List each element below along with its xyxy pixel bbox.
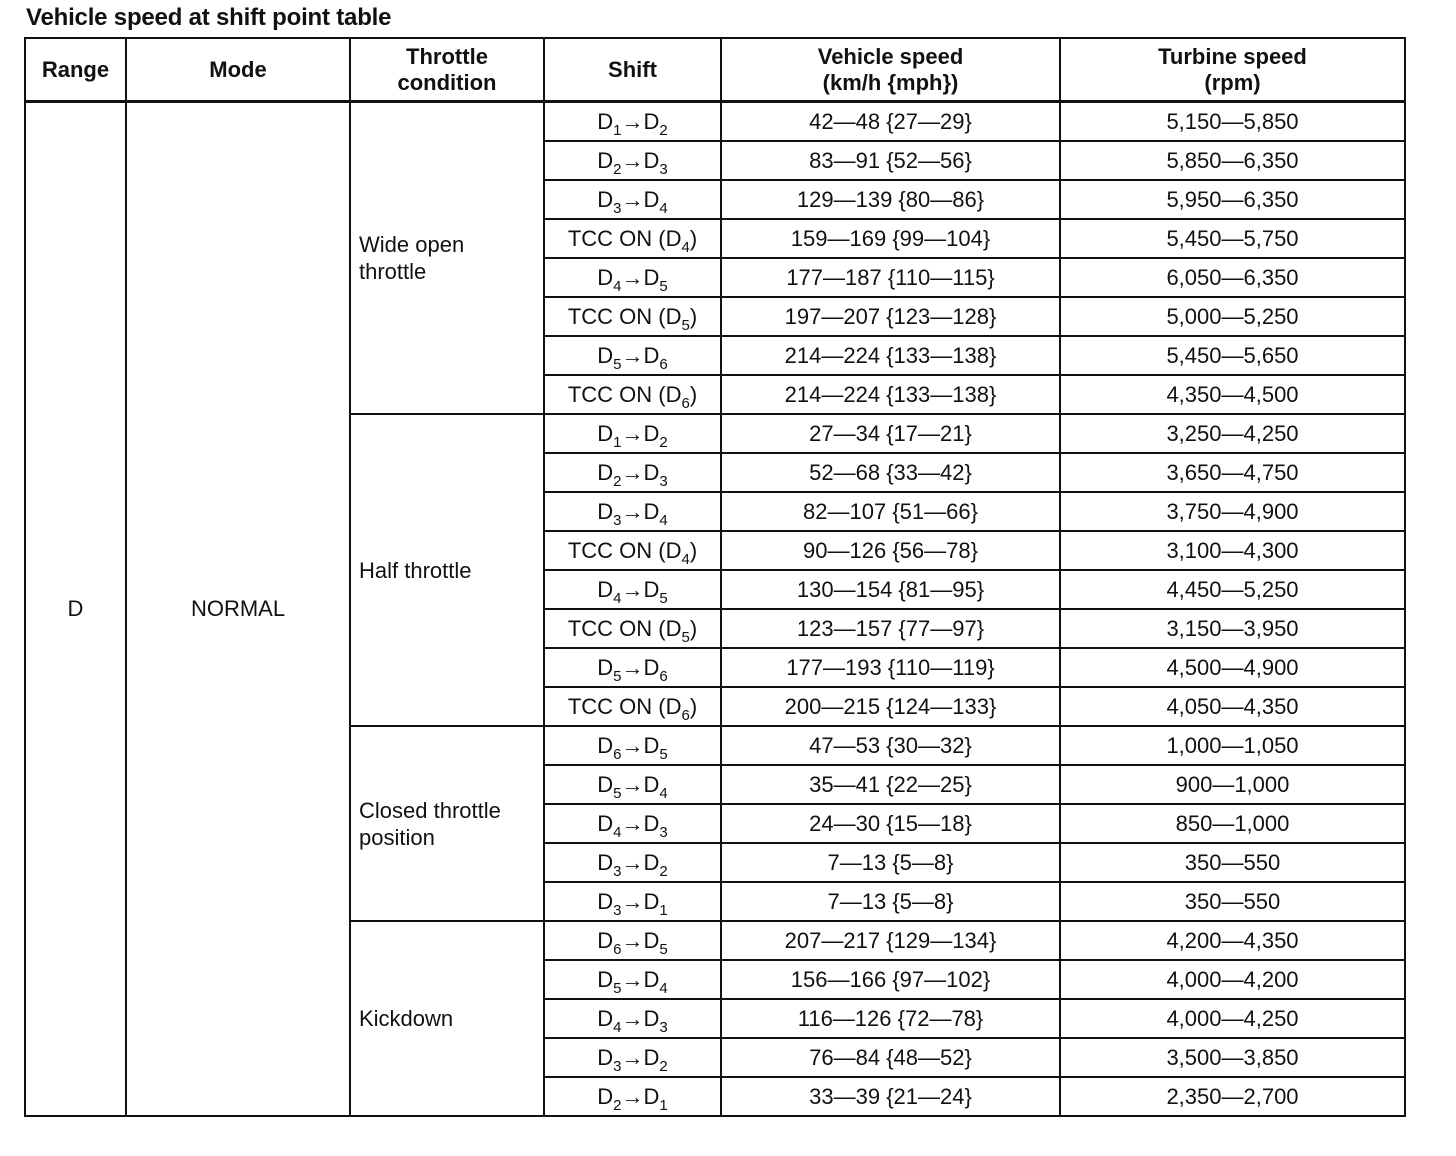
shift-cell xyxy=(544,453,721,492)
shift-cell xyxy=(544,921,721,960)
right-arrow-icon: → xyxy=(621,342,644,368)
shift-cell xyxy=(544,999,721,1038)
mode-cell: NORMAL xyxy=(126,102,350,1117)
throttle-condition-cell xyxy=(350,726,544,921)
shift-from-gear: 4 xyxy=(613,1018,622,1036)
turbine-speed-cell: 4,200—4,350 xyxy=(1060,921,1405,960)
turbine-speed-cell: 6,050—6,350 xyxy=(1060,258,1405,297)
shift-to-label: D xyxy=(643,576,660,602)
shift-from-gear: 6 xyxy=(613,940,622,958)
shift-to-gear: 1 xyxy=(659,901,668,919)
turbine-speed-cell: 5,950—6,350 xyxy=(1060,180,1405,219)
shift-from-label: D xyxy=(597,420,614,446)
right-arrow-icon: → xyxy=(621,1044,644,1070)
turbine-speed-cell: 5,450—5,650 xyxy=(1060,336,1405,375)
turbine-speed-cell: 5,150—5,850 xyxy=(1060,102,1405,142)
turbine-speed-cell: 2,350—2,700 xyxy=(1060,1077,1405,1116)
shift-from-label: D xyxy=(597,771,614,797)
turbine-speed-cell: 5,000—5,250 xyxy=(1060,297,1405,336)
right-arrow-icon: → xyxy=(621,1083,644,1109)
vehicle-speed-cell: 214—224 {133—138} xyxy=(721,336,1060,375)
right-arrow-icon: → xyxy=(621,654,644,680)
right-arrow-icon: → xyxy=(621,771,644,797)
shift-from-label: TCC ON (D xyxy=(567,381,682,407)
shift-from-label: D xyxy=(597,498,614,524)
shift-to-label: D xyxy=(643,966,660,992)
shift-to-gear: 2 xyxy=(659,862,668,880)
shift-close-paren: ) xyxy=(689,615,698,641)
shift-to-gear: 3 xyxy=(659,160,668,178)
vehicle-speed-cell: 35—41 {22—25} xyxy=(721,765,1060,804)
shift-to-label: D xyxy=(643,1005,660,1031)
shift-cell xyxy=(544,375,721,414)
shift-from-gear: 5 xyxy=(681,628,690,646)
shift-from-gear: 2 xyxy=(613,160,622,178)
header-vehicle-speed-line1: Vehicle speed xyxy=(817,43,964,69)
vehicle-speed-cell: 82—107 {51—66} xyxy=(721,492,1060,531)
turbine-speed-cell: 3,150—3,950 xyxy=(1060,609,1405,648)
shift-from-label: D xyxy=(597,342,614,368)
header-mode: Mode xyxy=(126,38,350,102)
turbine-speed-cell: 4,450—5,250 xyxy=(1060,570,1405,609)
throttle-condition-cell xyxy=(350,102,544,415)
vehicle-speed-cell: 177—193 {110—119} xyxy=(721,648,1060,687)
shift-to-label: D xyxy=(643,771,660,797)
vehicle-speed-cell: 130—154 {81—95} xyxy=(721,570,1060,609)
vehicle-speed-cell: 116—126 {72—78} xyxy=(721,999,1060,1038)
shift-to-label: D xyxy=(643,888,660,914)
table-header xyxy=(25,38,1405,102)
turbine-speed-cell: 4,350—4,500 xyxy=(1060,375,1405,414)
shift-to-label: D xyxy=(643,147,660,173)
shift-close-paren: ) xyxy=(689,693,698,719)
right-arrow-icon: → xyxy=(621,420,644,446)
throttle-condition-cell xyxy=(350,921,544,1116)
shift-from-gear: 4 xyxy=(681,238,690,256)
shift-to-gear: 6 xyxy=(659,667,668,685)
shift-close-paren: ) xyxy=(689,225,698,251)
vehicle-speed-cell: 83—91 {52—56} xyxy=(721,141,1060,180)
table-title: Vehicle speed at shift point table xyxy=(26,4,392,31)
vehicle-speed-cell: 214—224 {133—138} xyxy=(721,375,1060,414)
throttle-condition-line1: Half throttle xyxy=(359,557,472,583)
shift-to-gear: 4 xyxy=(659,199,668,217)
vehicle-speed-cell: 177—187 {110—115} xyxy=(721,258,1060,297)
vehicle-speed-cell: 7—13 {5—8} xyxy=(721,882,1060,921)
shift-from-gear: 1 xyxy=(613,121,622,139)
header-range: Range xyxy=(25,38,126,102)
shift-from-gear: 4 xyxy=(613,823,622,841)
shift-from-label: D xyxy=(597,576,614,602)
throttle-condition-cell xyxy=(350,414,544,726)
turbine-speed-cell: 4,000—4,250 xyxy=(1060,999,1405,1038)
shift-to-gear: 2 xyxy=(659,433,668,451)
shift-to-gear: 4 xyxy=(659,784,668,802)
turbine-speed-cell: 4,050—4,350 xyxy=(1060,687,1405,726)
header-vehicle-speed xyxy=(721,38,1060,102)
turbine-speed-cell: 3,500—3,850 xyxy=(1060,1038,1405,1077)
shift-from-label: D xyxy=(597,966,614,992)
shift-from-gear: 1 xyxy=(613,433,622,451)
right-arrow-icon: → xyxy=(621,459,644,485)
shift-to-gear: 5 xyxy=(659,940,668,958)
throttle-condition-line1: Kickdown xyxy=(359,1006,454,1031)
right-arrow-icon: → xyxy=(621,147,644,173)
shift-from-gear: 5 xyxy=(613,667,622,685)
turbine-speed-cell: 4,000—4,200 xyxy=(1060,960,1405,999)
turbine-speed-cell: 350—550 xyxy=(1060,882,1405,921)
header-throttle-line1: Throttle xyxy=(406,43,488,69)
right-arrow-icon: → xyxy=(621,186,644,212)
vehicle-speed-cell: 200—215 {124—133} xyxy=(721,687,1060,726)
shift-point-table xyxy=(24,37,1406,1117)
shift-from-gear: 5 xyxy=(613,355,622,373)
shift-from-gear: 5 xyxy=(613,784,622,802)
throttle-condition-line2: throttle xyxy=(359,259,427,284)
shift-to-label: D xyxy=(643,498,660,524)
turbine-speed-cell: 5,450—5,750 xyxy=(1060,219,1405,258)
table-body xyxy=(25,102,1405,1117)
shift-from-gear: 4 xyxy=(613,277,622,295)
shift-to-label: D xyxy=(643,732,660,758)
shift-cell xyxy=(544,687,721,726)
vehicle-speed-cell: 123—157 {77—97} xyxy=(721,609,1060,648)
shift-to-gear: 2 xyxy=(659,1057,668,1075)
shift-cell xyxy=(544,531,721,570)
shift-to-label: D xyxy=(643,342,660,368)
throttle-condition-line1: Closed throttle xyxy=(359,797,501,823)
shift-cell xyxy=(544,180,721,219)
header-turbine-speed xyxy=(1060,38,1405,102)
shift-from-gear: 4 xyxy=(681,550,690,568)
shift-from-label: D xyxy=(597,459,614,485)
right-arrow-icon: → xyxy=(621,888,644,914)
shift-to-label: D xyxy=(643,108,660,134)
right-arrow-icon: → xyxy=(621,810,644,836)
right-arrow-icon: → xyxy=(621,732,644,758)
shift-from-gear: 3 xyxy=(613,901,622,919)
shift-from-gear: 2 xyxy=(613,472,622,490)
header-row xyxy=(25,38,1405,102)
shift-to-gear: 3 xyxy=(659,472,668,490)
vehicle-speed-cell: 52—68 {33—42} xyxy=(721,453,1060,492)
vehicle-speed-cell: 129—139 {80—86} xyxy=(721,180,1060,219)
shift-to-gear: 1 xyxy=(659,1096,668,1114)
shift-from-gear: 3 xyxy=(613,1057,622,1075)
shift-cell xyxy=(544,1077,721,1116)
shift-from-label: D xyxy=(597,849,614,875)
vehicle-speed-cell: 90—126 {56—78} xyxy=(721,531,1060,570)
header-throttle-condition xyxy=(350,38,544,102)
shift-cell xyxy=(544,882,721,921)
vehicle-speed-cell: 207—217 {129—134} xyxy=(721,921,1060,960)
shift-from-label: D xyxy=(597,927,614,953)
right-arrow-icon: → xyxy=(621,927,644,953)
vehicle-speed-cell: 7—13 {5—8} xyxy=(721,843,1060,882)
shift-cell xyxy=(544,492,721,531)
shift-from-label: TCC ON (D xyxy=(567,225,682,251)
shift-from-gear: 6 xyxy=(681,394,690,412)
turbine-speed-cell: 3,250—4,250 xyxy=(1060,414,1405,453)
shift-from-label: TCC ON (D xyxy=(567,615,682,641)
turbine-speed-cell: 850—1,000 xyxy=(1060,804,1405,843)
shift-to-label: D xyxy=(643,1044,660,1070)
shift-cell xyxy=(544,609,721,648)
shift-to-label: D xyxy=(643,459,660,485)
shift-from-label: TCC ON (D xyxy=(567,693,682,719)
shift-from-gear: 5 xyxy=(681,316,690,334)
shift-from-label: D xyxy=(597,888,614,914)
shift-from-label: TCC ON (D xyxy=(567,537,682,563)
shift-to-label: D xyxy=(643,810,660,836)
shift-cell xyxy=(544,102,721,142)
shift-close-paren: ) xyxy=(689,537,698,563)
shift-to-gear: 6 xyxy=(659,355,668,373)
header-throttle-line2: condition xyxy=(397,69,497,95)
turbine-speed-cell: 3,750—4,900 xyxy=(1060,492,1405,531)
shift-to-label: D xyxy=(643,927,660,953)
shift-cell xyxy=(544,141,721,180)
shift-from-label: D xyxy=(597,147,614,173)
shift-to-gear: 4 xyxy=(659,511,668,529)
shift-from-gear: 4 xyxy=(613,589,622,607)
shift-to-gear: 5 xyxy=(659,277,668,295)
shift-from-label: D xyxy=(597,654,614,680)
shift-cell xyxy=(544,960,721,999)
turbine-speed-cell: 3,650—4,750 xyxy=(1060,453,1405,492)
shift-to-label: D xyxy=(643,420,660,446)
shift-cell xyxy=(544,804,721,843)
shift-close-paren: ) xyxy=(689,381,698,407)
shift-to-label: D xyxy=(643,849,660,875)
shift-to-label: D xyxy=(643,186,660,212)
right-arrow-icon: → xyxy=(621,849,644,875)
shift-cell xyxy=(544,219,721,258)
vehicle-speed-cell: 24—30 {15—18} xyxy=(721,804,1060,843)
turbine-speed-cell: 5,850—6,350 xyxy=(1060,141,1405,180)
shift-to-gear: 3 xyxy=(659,1018,668,1036)
turbine-speed-cell: 4,500—4,900 xyxy=(1060,648,1405,687)
vehicle-speed-cell: 156—166 {97—102} xyxy=(721,960,1060,999)
shift-cell xyxy=(544,570,721,609)
turbine-speed-cell: 1,000—1,050 xyxy=(1060,726,1405,765)
throttle-condition-line2: position xyxy=(359,824,435,850)
shift-from-gear: 6 xyxy=(681,706,690,724)
shift-from-label: D xyxy=(597,186,614,212)
shift-from-label: D xyxy=(597,1083,614,1109)
shift-to-label: D xyxy=(643,1083,660,1109)
turbine-speed-cell: 900—1,000 xyxy=(1060,765,1405,804)
shift-cell xyxy=(544,648,721,687)
shift-from-gear: 3 xyxy=(613,862,622,880)
header-shift: Shift xyxy=(544,38,721,102)
shift-from-gear: 5 xyxy=(613,979,622,997)
vehicle-speed-cell: 197—207 {123—128} xyxy=(721,297,1060,336)
header-vehicle-speed-line2: (km/h {mph}) xyxy=(822,69,959,95)
shift-cell xyxy=(544,726,721,765)
vehicle-speed-cell: 159—169 {99—104} xyxy=(721,219,1060,258)
shift-from-gear: 3 xyxy=(613,199,622,217)
shift-from-label: D xyxy=(597,1044,614,1070)
right-arrow-icon: → xyxy=(621,498,644,524)
turbine-speed-cell: 350—550 xyxy=(1060,843,1405,882)
shift-cell xyxy=(544,843,721,882)
shift-cell xyxy=(544,336,721,375)
shift-to-gear: 5 xyxy=(659,745,668,763)
shift-cell xyxy=(544,1038,721,1077)
right-arrow-icon: → xyxy=(621,966,644,992)
shift-to-gear: 5 xyxy=(659,589,668,607)
shift-to-gear: 3 xyxy=(659,823,668,841)
vehicle-speed-cell: 47—53 {30—32} xyxy=(721,726,1060,765)
throttle-condition-line1: Wide open xyxy=(359,232,465,257)
table-row xyxy=(25,102,1405,142)
shift-from-gear: 2 xyxy=(613,1096,622,1114)
turbine-speed-cell: 3,100—4,300 xyxy=(1060,531,1405,570)
shift-cell xyxy=(544,297,721,336)
shift-from-gear: 3 xyxy=(613,511,622,529)
shift-from-label: D xyxy=(597,108,614,134)
shift-to-label: D xyxy=(643,654,660,680)
shift-from-label: D xyxy=(597,264,614,290)
right-arrow-icon: → xyxy=(621,264,644,290)
right-arrow-icon: → xyxy=(621,576,644,602)
shift-from-label: TCC ON (D xyxy=(567,303,682,329)
header-turbine-speed-line1: Turbine speed xyxy=(1158,43,1307,69)
shift-cell xyxy=(544,414,721,453)
range-cell: D xyxy=(25,102,126,1117)
shift-from-label: D xyxy=(597,810,614,836)
vehicle-speed-cell: 27—34 {17—21} xyxy=(721,414,1060,453)
vehicle-speed-cell: 33—39 {21—24} xyxy=(721,1077,1060,1116)
vehicle-speed-cell: 42—48 {27—29} xyxy=(721,102,1060,142)
shift-from-label: D xyxy=(597,732,614,758)
shift-to-gear: 2 xyxy=(659,121,668,139)
shift-from-label: D xyxy=(597,1005,614,1031)
shift-to-gear: 4 xyxy=(659,979,668,997)
right-arrow-icon: → xyxy=(621,108,644,134)
shift-to-label: D xyxy=(643,264,660,290)
vehicle-speed-cell: 76—84 {48—52} xyxy=(721,1038,1060,1077)
header-turbine-speed-line2: (rpm) xyxy=(1204,69,1261,95)
shift-close-paren: ) xyxy=(689,303,698,329)
shift-cell xyxy=(544,765,721,804)
right-arrow-icon: → xyxy=(621,1005,644,1031)
shift-from-gear: 6 xyxy=(613,745,622,763)
shift-cell xyxy=(544,258,721,297)
